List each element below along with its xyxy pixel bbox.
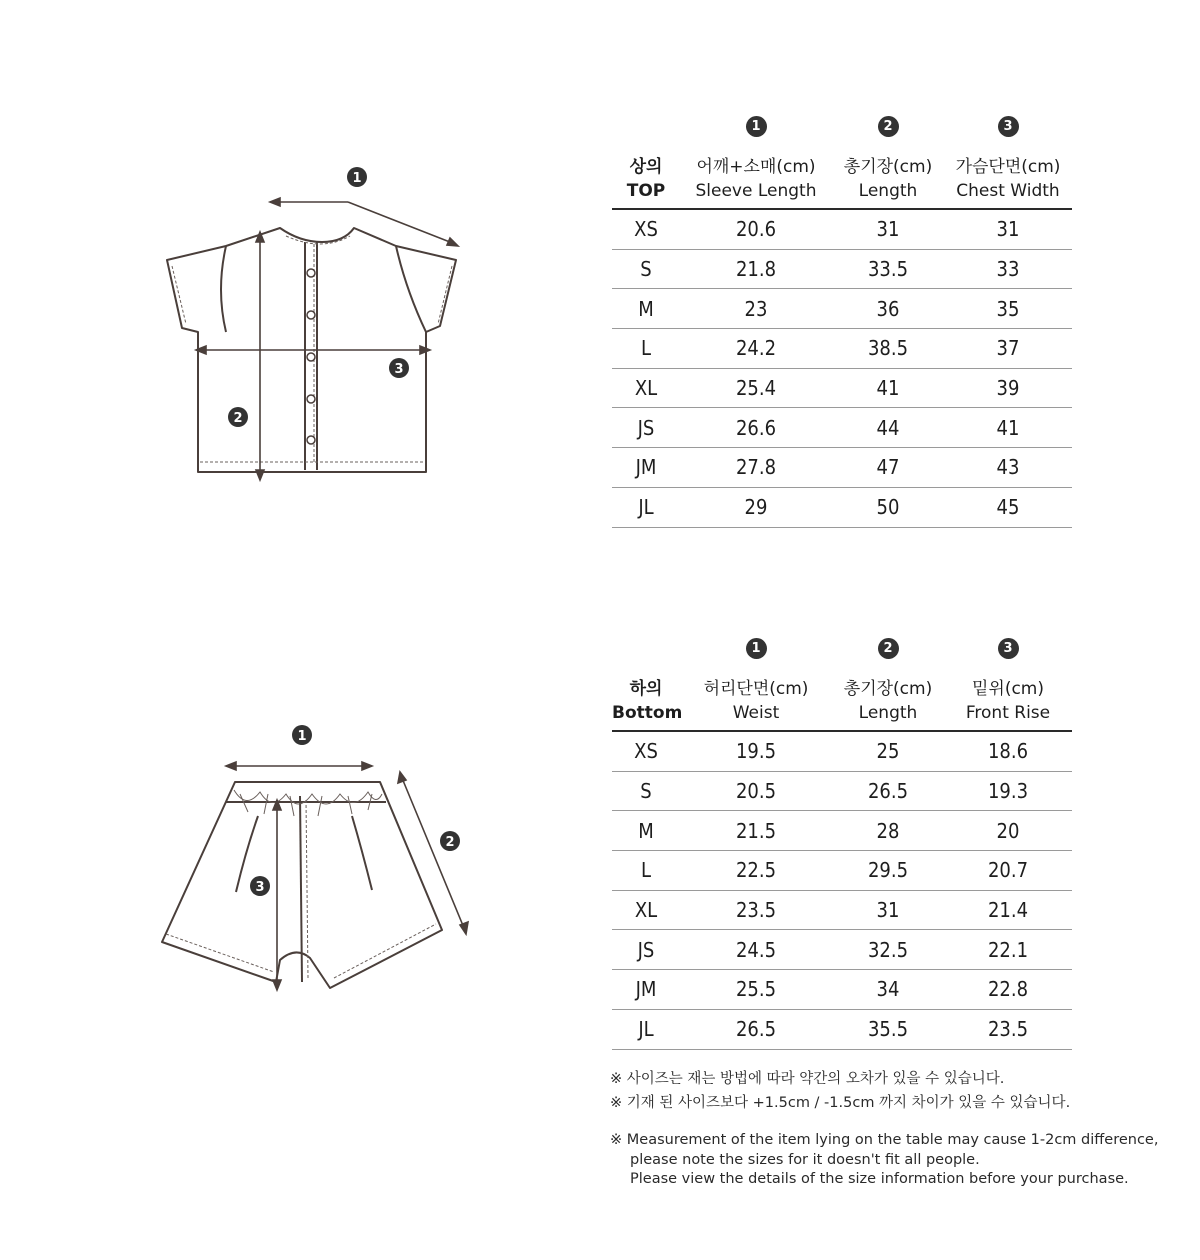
value-cell-2: 31 <box>876 898 900 923</box>
value-cell-1: 27.8 <box>735 455 777 480</box>
marker-badge-3: 3 <box>998 116 1019 137</box>
value-cell-2: 26.5 <box>867 779 909 804</box>
top-sketch-marker-3: 3 <box>394 362 404 377</box>
size-cell: XL <box>634 898 658 923</box>
column-header-en: Weist <box>732 703 780 723</box>
column-header-en: Front Rise <box>965 703 1051 723</box>
column-header-en: Length <box>858 181 918 201</box>
size-cell: JM <box>635 977 657 1002</box>
value-cell-2: 31 <box>876 217 900 242</box>
value-cell-2: 34 <box>876 977 900 1002</box>
value-cell-1: 21.5 <box>735 818 777 843</box>
table-row <box>612 289 1072 329</box>
value-cell-1: 25.5 <box>735 977 777 1002</box>
column-header-3 <box>944 677 1072 725</box>
column-header-1 <box>680 677 832 725</box>
size-cell: M <box>638 818 654 843</box>
table-row <box>612 772 1072 812</box>
size-cell: XS <box>634 217 658 242</box>
size-cell: XS <box>634 739 658 764</box>
value-cell-2: 50 <box>876 495 900 520</box>
table-row <box>612 851 1072 891</box>
table-row <box>612 970 1072 1010</box>
column-header-ko: 총기장(cm) <box>843 679 933 699</box>
bottom-sketch-marker-3: 3 <box>255 880 265 895</box>
value-cell-1: 23.5 <box>735 898 777 923</box>
table-header <box>612 672 1072 732</box>
section-label <box>612 155 680 203</box>
value-cell-1: 20.6 <box>735 217 777 242</box>
table-row <box>612 732 1072 772</box>
table-row <box>612 408 1072 448</box>
value-cell-2: 44 <box>876 415 900 440</box>
marker-badge-2: 2 <box>878 638 899 659</box>
top-sketch-marker-1: 1 <box>352 171 362 186</box>
size-cell: S <box>640 257 652 282</box>
table-header <box>612 150 1072 210</box>
value-cell-1: 24.2 <box>735 336 777 361</box>
table-row <box>612 488 1072 528</box>
value-cell-2: 32.5 <box>867 937 909 962</box>
value-cell-1: 26.5 <box>735 1017 777 1042</box>
bottom-sketch-marker-1: 1 <box>297 729 307 744</box>
note-ko-1: ※ 사이즈는 재는 방법에 따라 약간의 오차가 있을 수 있습니다. <box>610 1071 1005 1087</box>
table-row <box>612 250 1072 290</box>
table-body <box>612 210 1072 528</box>
column-header-ko: 어깨+소매(cm) <box>696 157 816 177</box>
table-row <box>612 930 1072 970</box>
note-en-2: please note the sizes for it doesn't fit all people. <box>630 1151 980 1168</box>
value-cell-3: 22.1 <box>987 937 1029 962</box>
section-label <box>612 677 683 725</box>
value-cell-3: 33 <box>996 257 1020 282</box>
marker-badge-3: 3 <box>998 638 1019 659</box>
value-cell-3: 20 <box>996 818 1020 843</box>
size-cell: JL <box>638 495 654 520</box>
value-cell-3: 23.5 <box>987 1017 1029 1042</box>
section-label-en: Bottom <box>612 703 683 723</box>
table-row <box>612 369 1072 409</box>
value-cell-1: 19.5 <box>735 739 777 764</box>
column-header-ko: 가슴단면(cm) <box>955 157 1061 177</box>
size-cell: S <box>640 779 652 804</box>
value-cell-3: 35 <box>996 296 1020 321</box>
column-header-ko: 밑위(cm) <box>971 679 1044 699</box>
marker-badge-2: 2 <box>878 116 899 137</box>
table-row <box>612 811 1072 851</box>
size-cell: JL <box>638 1017 654 1042</box>
value-cell-1: 25.4 <box>735 376 777 401</box>
table-row <box>612 329 1072 369</box>
section-label-en: TOP <box>626 181 666 201</box>
value-cell-2: 25 <box>876 739 900 764</box>
top-garment-sketch <box>150 160 470 490</box>
size-notes <box>610 1067 1170 1190</box>
section-label-ko: 상의 <box>629 157 663 177</box>
size-cell: JM <box>635 455 657 480</box>
value-cell-1: 24.5 <box>735 937 777 962</box>
value-cell-3: 21.4 <box>987 898 1029 923</box>
column-header-3 <box>944 155 1072 203</box>
value-cell-3: 43 <box>996 455 1020 480</box>
value-cell-1: 21.8 <box>735 257 777 282</box>
column-header-en: Sleeve Length <box>695 181 817 201</box>
value-cell-2: 33.5 <box>867 257 909 282</box>
bottom-size-table <box>612 634 1072 1050</box>
marker-badge-1: 1 <box>746 116 767 137</box>
note-en-1: ※ Measurement of the item lying on the table may cause 1-2cm difference, <box>610 1132 1159 1148</box>
value-cell-2: 28 <box>876 818 900 843</box>
value-cell-1: 26.6 <box>735 415 777 440</box>
column-header-ko: 허리단면(cm) <box>703 679 809 699</box>
bottom-sketch-marker-2: 2 <box>445 835 455 850</box>
value-cell-3: 18.6 <box>987 739 1029 764</box>
measure-marker-row <box>612 634 1072 662</box>
value-cell-3: 45 <box>996 495 1020 520</box>
size-cell: XL <box>634 376 658 401</box>
note-en-3: Please view the details of the size information before your purchase. <box>630 1171 1129 1187</box>
note-ko-2: ※ 기재 된 사이즈보다 +1.5cm / -1.5cm 까지 차이가 있을 수 있습니다. <box>610 1095 1071 1111</box>
size-cell: L <box>640 858 652 883</box>
column-header-en: Chest Width <box>956 181 1060 201</box>
column-header-en: Length <box>858 703 918 723</box>
table-row <box>612 891 1072 931</box>
value-cell-1: 22.5 <box>735 858 777 883</box>
value-cell-3: 31 <box>996 217 1020 242</box>
value-cell-3: 39 <box>996 376 1020 401</box>
size-cell: JS <box>637 937 655 962</box>
value-cell-3: 22.8 <box>987 977 1029 1002</box>
value-cell-3: 19.3 <box>987 779 1029 804</box>
value-cell-3: 20.7 <box>987 858 1029 883</box>
value-cell-2: 47 <box>876 455 900 480</box>
value-cell-1: 23 <box>744 296 768 321</box>
value-cell-3: 37 <box>996 336 1020 361</box>
top-size-table <box>612 112 1072 528</box>
value-cell-2: 36 <box>876 296 900 321</box>
table-body <box>612 732 1072 1050</box>
bottom-garment-sketch <box>150 720 480 1010</box>
value-cell-2: 29.5 <box>867 858 909 883</box>
column-header-1 <box>680 155 832 203</box>
measure-marker-row <box>612 112 1072 140</box>
section-label-ko: 하의 <box>629 679 663 699</box>
value-cell-2: 35.5 <box>867 1017 909 1042</box>
size-cell: M <box>638 296 654 321</box>
value-cell-1: 29 <box>744 495 768 520</box>
table-row <box>612 448 1072 488</box>
column-header-2 <box>832 677 944 725</box>
value-cell-2: 41 <box>876 376 900 401</box>
value-cell-2: 38.5 <box>867 336 909 361</box>
size-cell: L <box>640 336 652 361</box>
value-cell-3: 41 <box>996 415 1020 440</box>
value-cell-1: 20.5 <box>735 779 777 804</box>
table-row <box>612 210 1072 250</box>
table-row <box>612 1010 1072 1050</box>
marker-badge-1: 1 <box>746 638 767 659</box>
size-cell: JS <box>637 415 655 440</box>
column-header-2 <box>832 155 944 203</box>
column-header-ko: 총기장(cm) <box>843 157 933 177</box>
top-sketch-marker-2: 2 <box>233 411 243 426</box>
